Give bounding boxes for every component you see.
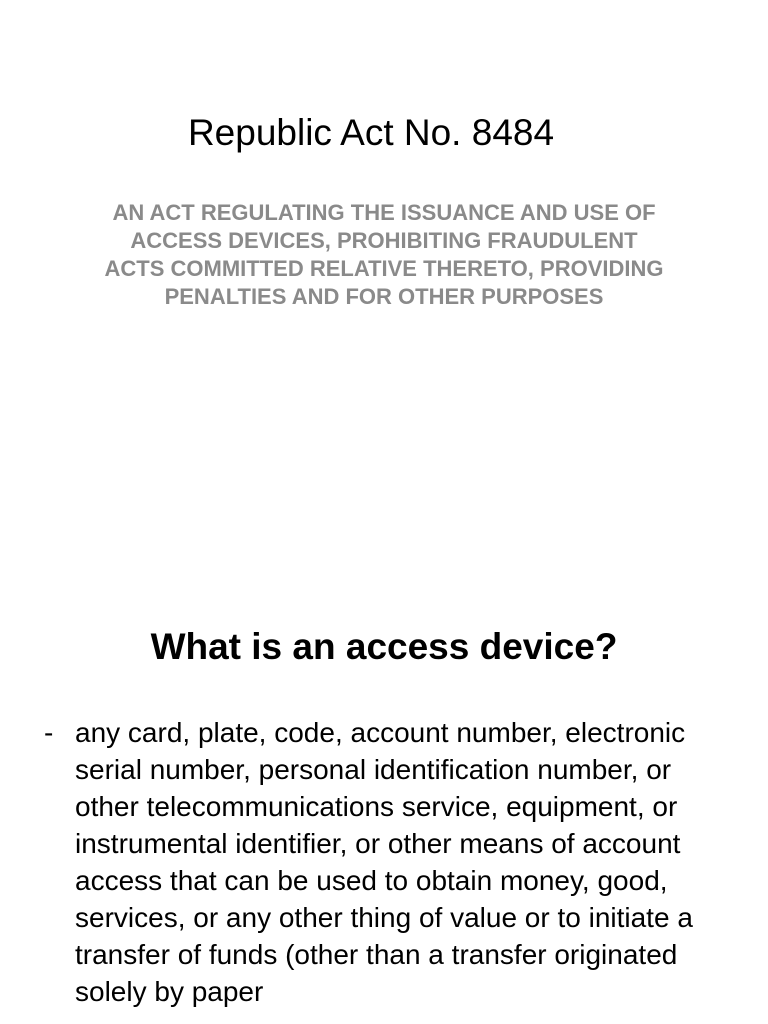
slide-1-subtitle: AN ACT REGULATING THE ISSUANCE AND USE OF ACCESS DEVICES, PROHIBITING FRAUDULENT ACTS COMMITTED RELATIVE THERETO, PROVIDING PENALTIES AND FOR OTHER PURPOSES	[104, 200, 664, 309]
slide-2-body	[44, 714, 725, 1010]
bullet-dash: -	[44, 717, 54, 748]
slide-2-body-text: any card, plate, code, account number, electronic serial number, personal identification number, or other telecommunications service, equipment, or instrumental identifier, or other means of account access that can be used to obtain money, good, services, or any other thing of value or to initiate a transfer of funds (other than a transfer originated solely by paper	[75, 717, 693, 1007]
slide-2-title: What is an access device?	[150, 626, 618, 667]
slide-1-title: Republic Act No. 8484	[187, 112, 555, 153]
slide-2	[0, 576, 768, 1024]
